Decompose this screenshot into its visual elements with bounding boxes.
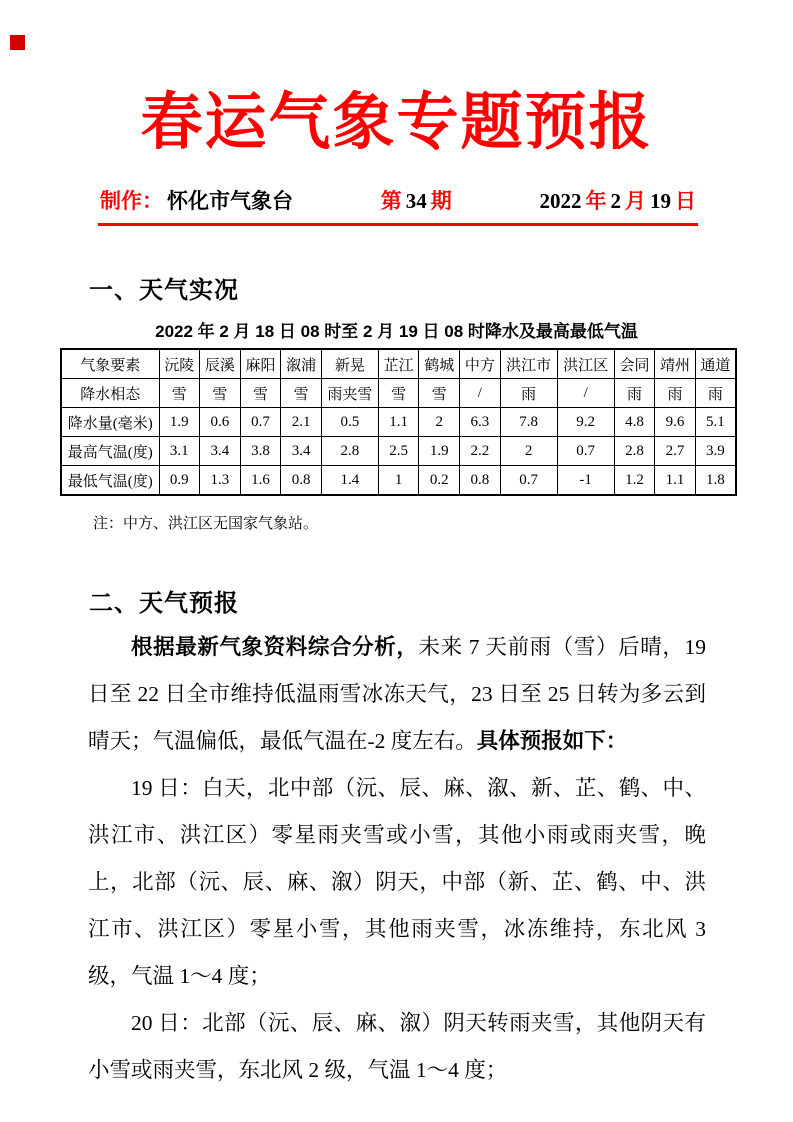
date-day: 19	[650, 189, 671, 214]
table-column-header: 辰溪	[200, 349, 241, 379]
table-cell: 3.4	[200, 437, 241, 466]
table-cell: 雨夹雪	[321, 379, 378, 408]
table-cell: 雪	[378, 379, 419, 408]
table-cell: 0.7	[240, 408, 281, 437]
table-cell: 雨	[614, 379, 655, 408]
table-cell: /	[557, 379, 614, 408]
table-cell: 1.1	[378, 408, 419, 437]
table-cell: 3.1	[159, 437, 200, 466]
table-row-label: 最低气温(度)	[61, 466, 159, 496]
table-cell: 2.1	[281, 408, 322, 437]
table-note: 注：中方、洪江区无国家气象站。	[93, 516, 319, 533]
table-column-header: 沅陵	[159, 349, 200, 379]
table-column-header: 芷江	[378, 349, 419, 379]
date-year: 2022	[539, 189, 582, 214]
table-cell: 1.8	[695, 466, 736, 496]
table-column-header: 洪江市	[500, 349, 557, 379]
table-cell: 2.5	[378, 437, 419, 466]
table-row-label: 降水相态	[61, 379, 159, 408]
table-cell: 0.6	[200, 408, 241, 437]
table-cell: 1.9	[419, 437, 460, 466]
table-cell: 1.4	[321, 466, 378, 496]
table-column-header: 洪江区	[557, 349, 614, 379]
table-cell: 雪	[159, 379, 200, 408]
table-cell: 7.8	[500, 408, 557, 437]
table-cell: 雪	[200, 379, 241, 408]
forecast-body	[88, 624, 706, 1094]
table-cell: 2.8	[614, 437, 655, 466]
issue-number	[379, 185, 454, 215]
table-cell: 2.7	[655, 437, 696, 466]
analysis-lead-text: 根据最新气象资料综合分析，	[131, 635, 419, 660]
table-cell: 雨	[500, 379, 557, 408]
table-column-header: 中方	[460, 349, 501, 379]
table-cell: 1	[378, 466, 419, 496]
forecast-day20-paragraph: 20 日：北部（沅、辰、麻、溆）阴天转雨夹雪，其他阴天有小雪或雨夹雪，东北风 2 级，气温 1～4 度；	[88, 1011, 706, 1083]
table-cell: 1.2	[614, 466, 655, 496]
table-cell: 5.1	[695, 408, 736, 437]
document-title: 春运气象专题预报	[140, 89, 653, 157]
section2-heading: 二、天气预报	[89, 590, 239, 618]
table-cell: 3.9	[695, 437, 736, 466]
table-cell: 1.1	[655, 466, 696, 496]
table-column-header: 会同	[614, 349, 655, 379]
table-column-header: 气象要素	[61, 349, 159, 379]
date-year-unit: 年	[585, 189, 607, 214]
table-cell: 2	[500, 437, 557, 466]
table-column-header: 麻阳	[240, 349, 281, 379]
weather-table	[60, 348, 737, 496]
table-cell: 0.9	[159, 466, 200, 496]
table-cell: 0.5	[321, 408, 378, 437]
table-cell: 2	[419, 408, 460, 437]
table-cell: 0.7	[557, 437, 614, 466]
table-column-header: 通道	[695, 349, 736, 379]
table-cell: 1.6	[240, 466, 281, 496]
table-cell: 3.8	[240, 437, 281, 466]
producer-name: 怀化市气象台	[167, 189, 293, 214]
forecast-day19-paragraph: 19 日：白天，北中部（沅、辰、麻、溆、新、芷、鹤、中、洪江市、洪江区）零星雨夹雪或小雪，其他小雨或雨夹雪，晚上，北部（沅、辰、麻、溆）阴天，中部（新、芷、鹤、中、洪江市、洪江区）零星小雪，其他雨夹雪，冰冻维持，东北风 3 级，气温 1～4 度；	[88, 776, 706, 989]
table-cell: 0.2	[419, 466, 460, 496]
masthead	[98, 185, 698, 226]
table-cell: 4.8	[614, 408, 655, 437]
table-header-row	[61, 349, 736, 379]
issue-date	[538, 185, 699, 215]
table-row	[61, 408, 736, 437]
table-column-header: 鹤城	[419, 349, 460, 379]
table-cell: 6.3	[460, 408, 501, 437]
table-cell: 雪	[281, 379, 322, 408]
forecast-overview-paragraph	[88, 624, 706, 765]
table-cell: 2.8	[321, 437, 378, 466]
table-cell: /	[460, 379, 501, 408]
producer	[98, 185, 295, 215]
red-corner-mark	[10, 35, 25, 50]
table-row	[61, 437, 736, 466]
table-cell: 2.2	[460, 437, 501, 466]
overview-text: 未来 7 天前雨（雪）后晴，19 日至 22 日全市维持低温雨雪冰冻天气，23 日至 25 日转为多云到晴天；气温偏低，最低气温在-2 度左右。	[88, 635, 706, 754]
table-row	[61, 466, 736, 496]
table-cell: 1.3	[200, 466, 241, 496]
date-day-unit: 日	[675, 189, 696, 214]
table-cell: 0.8	[460, 466, 501, 496]
table-cell: 雨	[655, 379, 696, 408]
table-row	[61, 379, 736, 408]
table-cell: 1.9	[159, 408, 200, 437]
table-row-label: 最高气温(度)	[61, 437, 159, 466]
weather-table-title: 2022 年 2 月 18 日 08 时至 2 月 19 日 08 时降水及最高最低气温	[155, 322, 638, 342]
table-cell: 雪	[240, 379, 281, 408]
issue-suffix: 期	[430, 189, 452, 214]
table-cell: 0.8	[281, 466, 322, 496]
table-column-header: 靖州	[655, 349, 696, 379]
table-column-header: 溆浦	[281, 349, 322, 379]
table-cell: 0.7	[500, 466, 557, 496]
forecast-intro-text: 具体预报如下：	[476, 729, 628, 754]
date-month: 2	[610, 189, 621, 214]
table-cell: 3.4	[281, 437, 322, 466]
table-cell: 雨	[695, 379, 736, 408]
issue-prefix: 第	[380, 189, 402, 214]
section1-heading: 一、天气实况	[89, 277, 239, 305]
issue-value: 34	[405, 189, 427, 214]
table-cell: 9.6	[655, 408, 696, 437]
table-cell: 9.2	[557, 408, 614, 437]
producer-label: 制作：	[100, 189, 163, 214]
table-cell: 雪	[419, 379, 460, 408]
date-month-unit: 月	[625, 189, 646, 214]
table-cell: -1	[557, 466, 614, 496]
table-row-label: 降水量(毫米)	[61, 408, 159, 437]
table-column-header: 新晃	[321, 349, 378, 379]
